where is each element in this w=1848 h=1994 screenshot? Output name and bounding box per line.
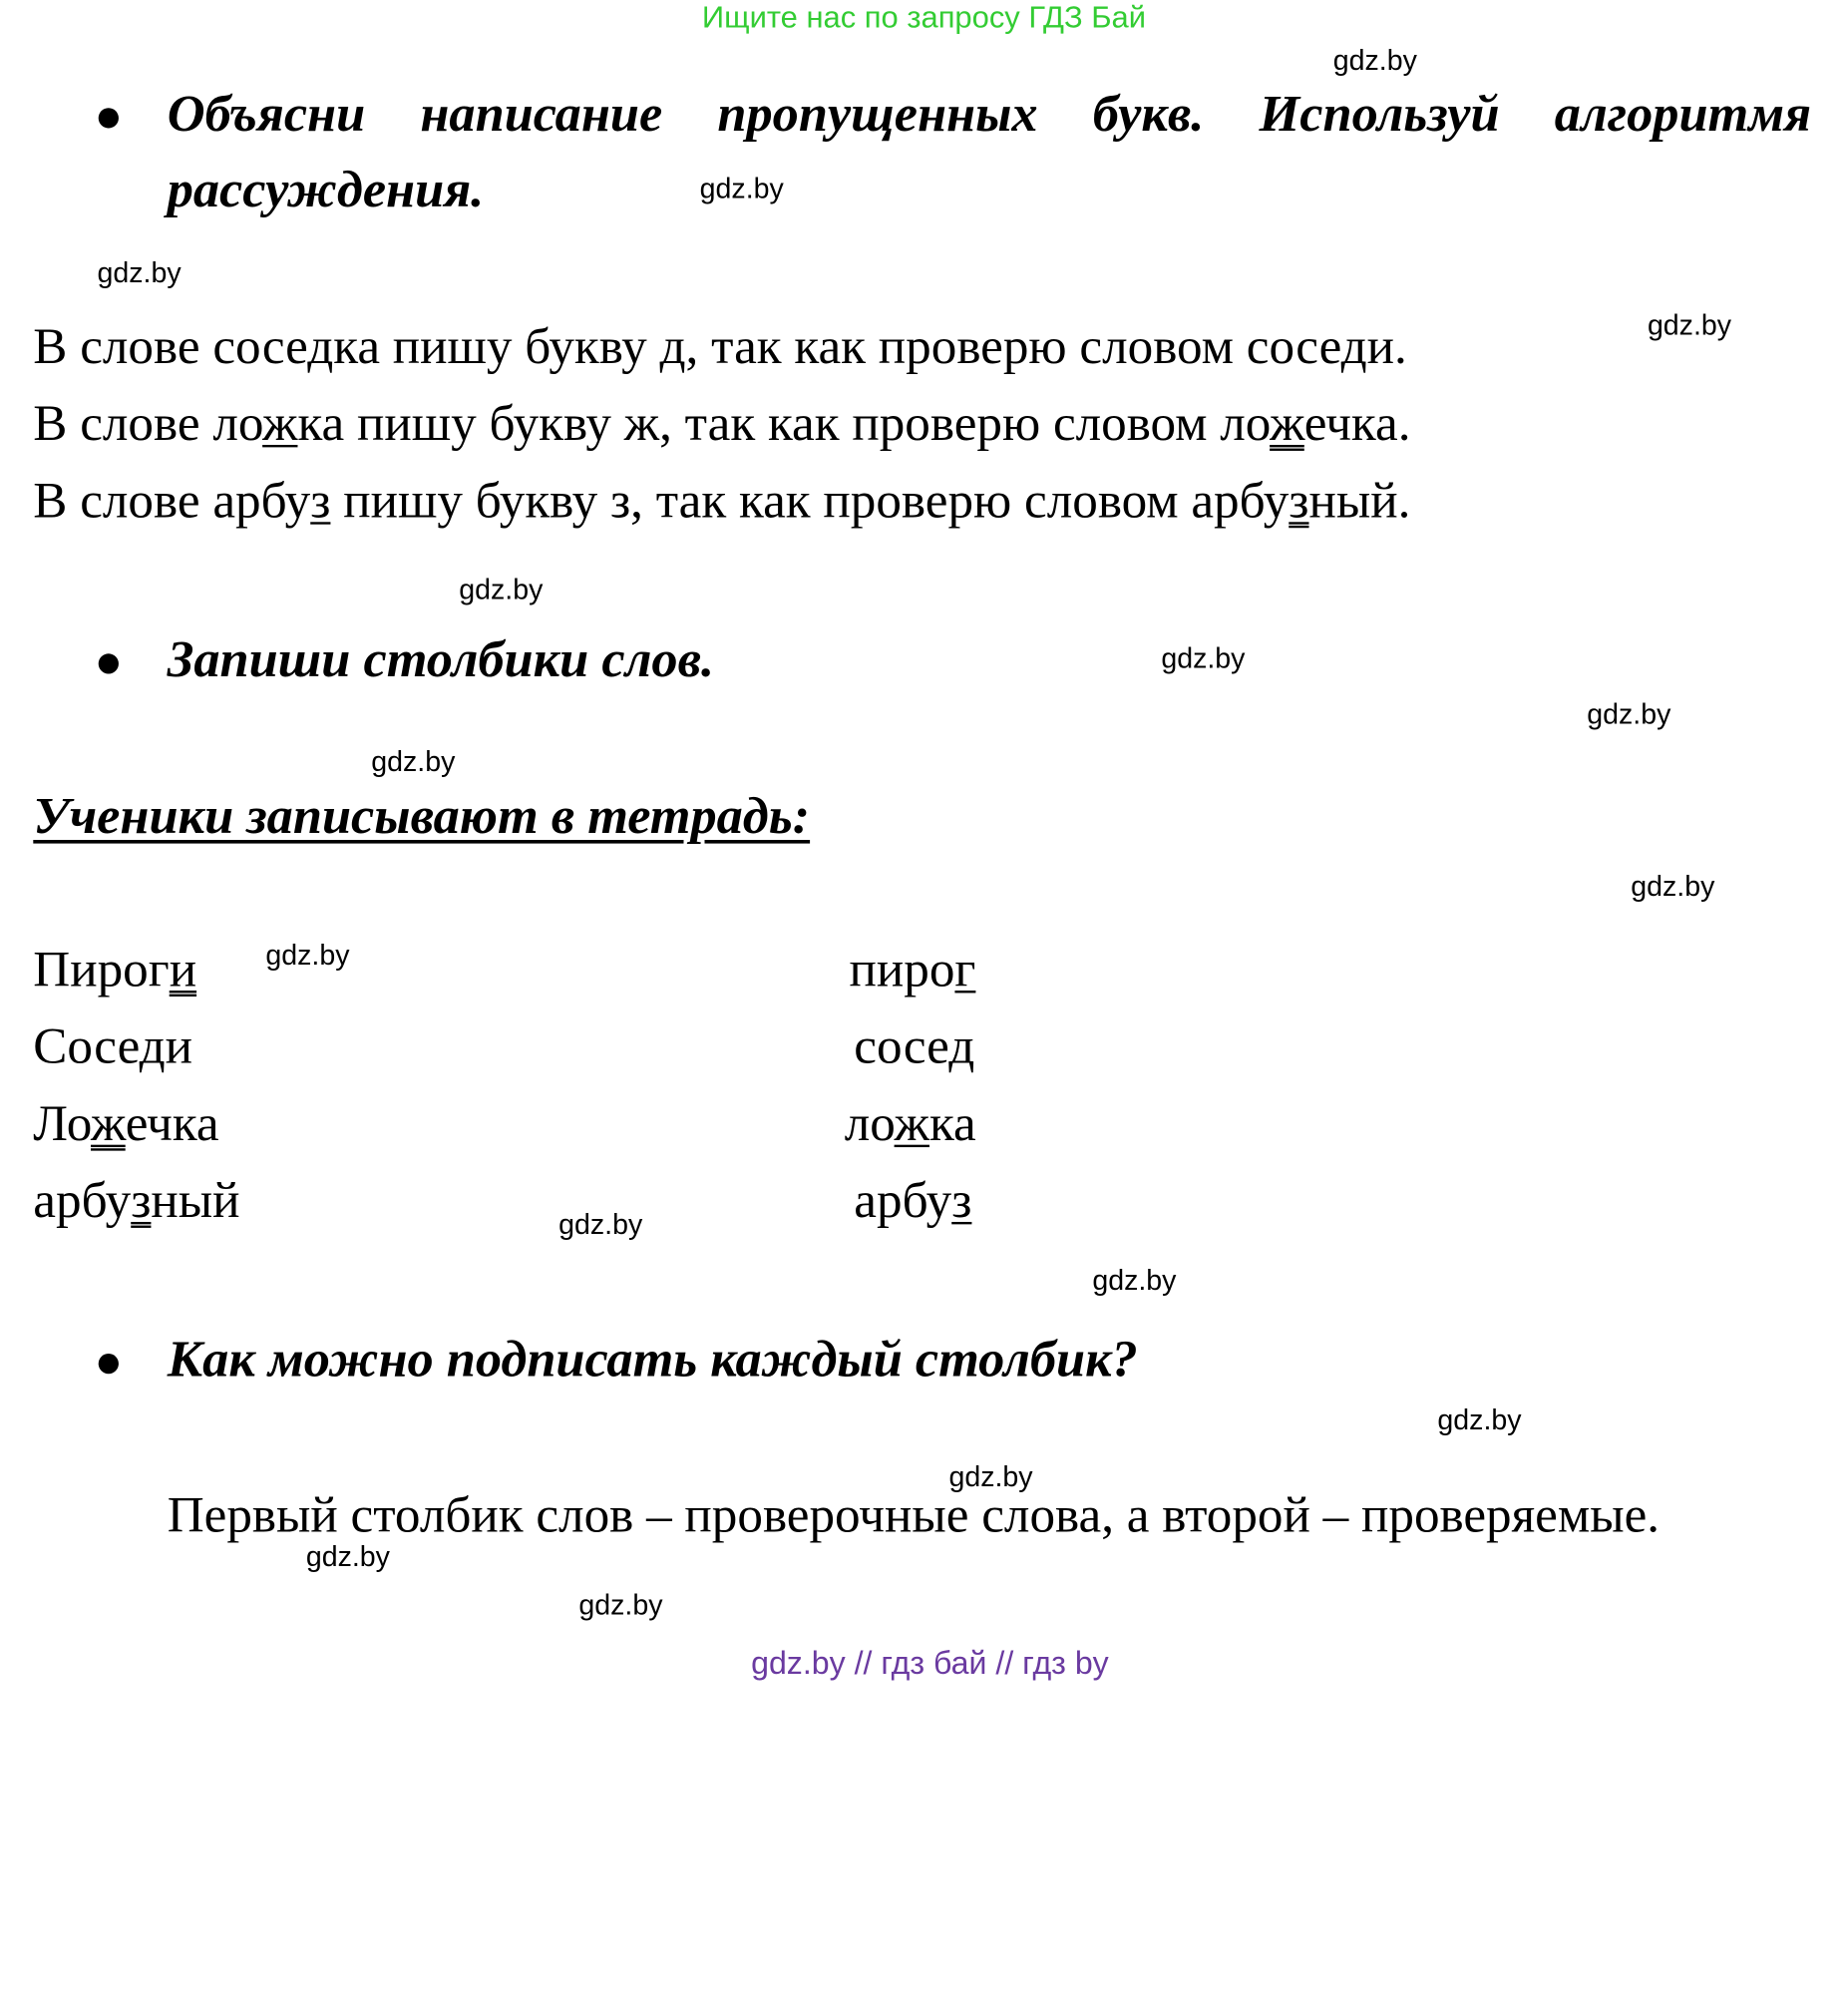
explanation-line: В слове арбуз пишу букву з, так как проверю словом арбузный. (33, 473, 1411, 530)
left-column-word: Пироги (33, 942, 197, 998)
explanation-line: В слове соседка пишу букву д, так как проверю словом соседи. (33, 318, 1407, 375)
task-write-columns: Запиши столбики слов. (167, 629, 715, 688)
task-explain-letters: Объясни написание пропущенных букв. Используй алгоритмя рассуждения. (167, 84, 1812, 218)
left-column-word: Соседи (33, 1018, 193, 1075)
watermark: gdz.by (948, 1461, 1033, 1494)
watermark: gdz.by (558, 1208, 643, 1242)
bullet-icon (99, 108, 119, 128)
right-column-word: арбуз (854, 1173, 972, 1230)
watermark: gdz.by (1647, 309, 1732, 342)
watermark: gdz.by (1631, 870, 1715, 904)
watermark: gdz.by (699, 173, 784, 205)
watermark: gdz.by (305, 1540, 390, 1574)
explanation-line: В слове ложка пишу букву ж, так как проверю словом ложечка. (33, 396, 1411, 453)
watermark: gdz.by (1587, 698, 1671, 731)
left-column-word: арбузный (33, 1173, 240, 1230)
watermark: gdz.by (1332, 45, 1417, 78)
watermark: gdz.by (1092, 1264, 1177, 1297)
right-column-word: пирог (849, 942, 976, 998)
watermark: gdz.by (578, 1589, 663, 1622)
task-label-columns: Как можно подписать каждый столбик? (167, 1330, 1138, 1389)
footer-links[interactable]: gdz.by // гдз бай // гдз by (751, 1645, 1109, 1682)
watermark: gdz.by (97, 257, 182, 290)
top-banner[interactable]: Ищите нас по запросу ГДЗ Бай (701, 0, 1146, 35)
left-column-word: Ложечка (33, 1095, 219, 1152)
right-column-word: сосед (854, 1018, 975, 1075)
watermark: gdz.by (265, 939, 350, 973)
bullet-icon (99, 653, 119, 673)
watermark: gdz.by (371, 746, 456, 779)
watermark: gdz.by (1437, 1404, 1522, 1437)
watermark: gdz.by (459, 574, 544, 606)
watermark: gdz.by (1161, 642, 1246, 675)
bullet-icon (99, 1354, 119, 1374)
answer-text: Первый столбик слов – проверочные слова, а второй – проверяемые. (167, 1487, 1661, 1544)
right-column-word: ложка (844, 1095, 976, 1152)
section-heading: Ученики записывают в тетрадь: (33, 786, 811, 845)
